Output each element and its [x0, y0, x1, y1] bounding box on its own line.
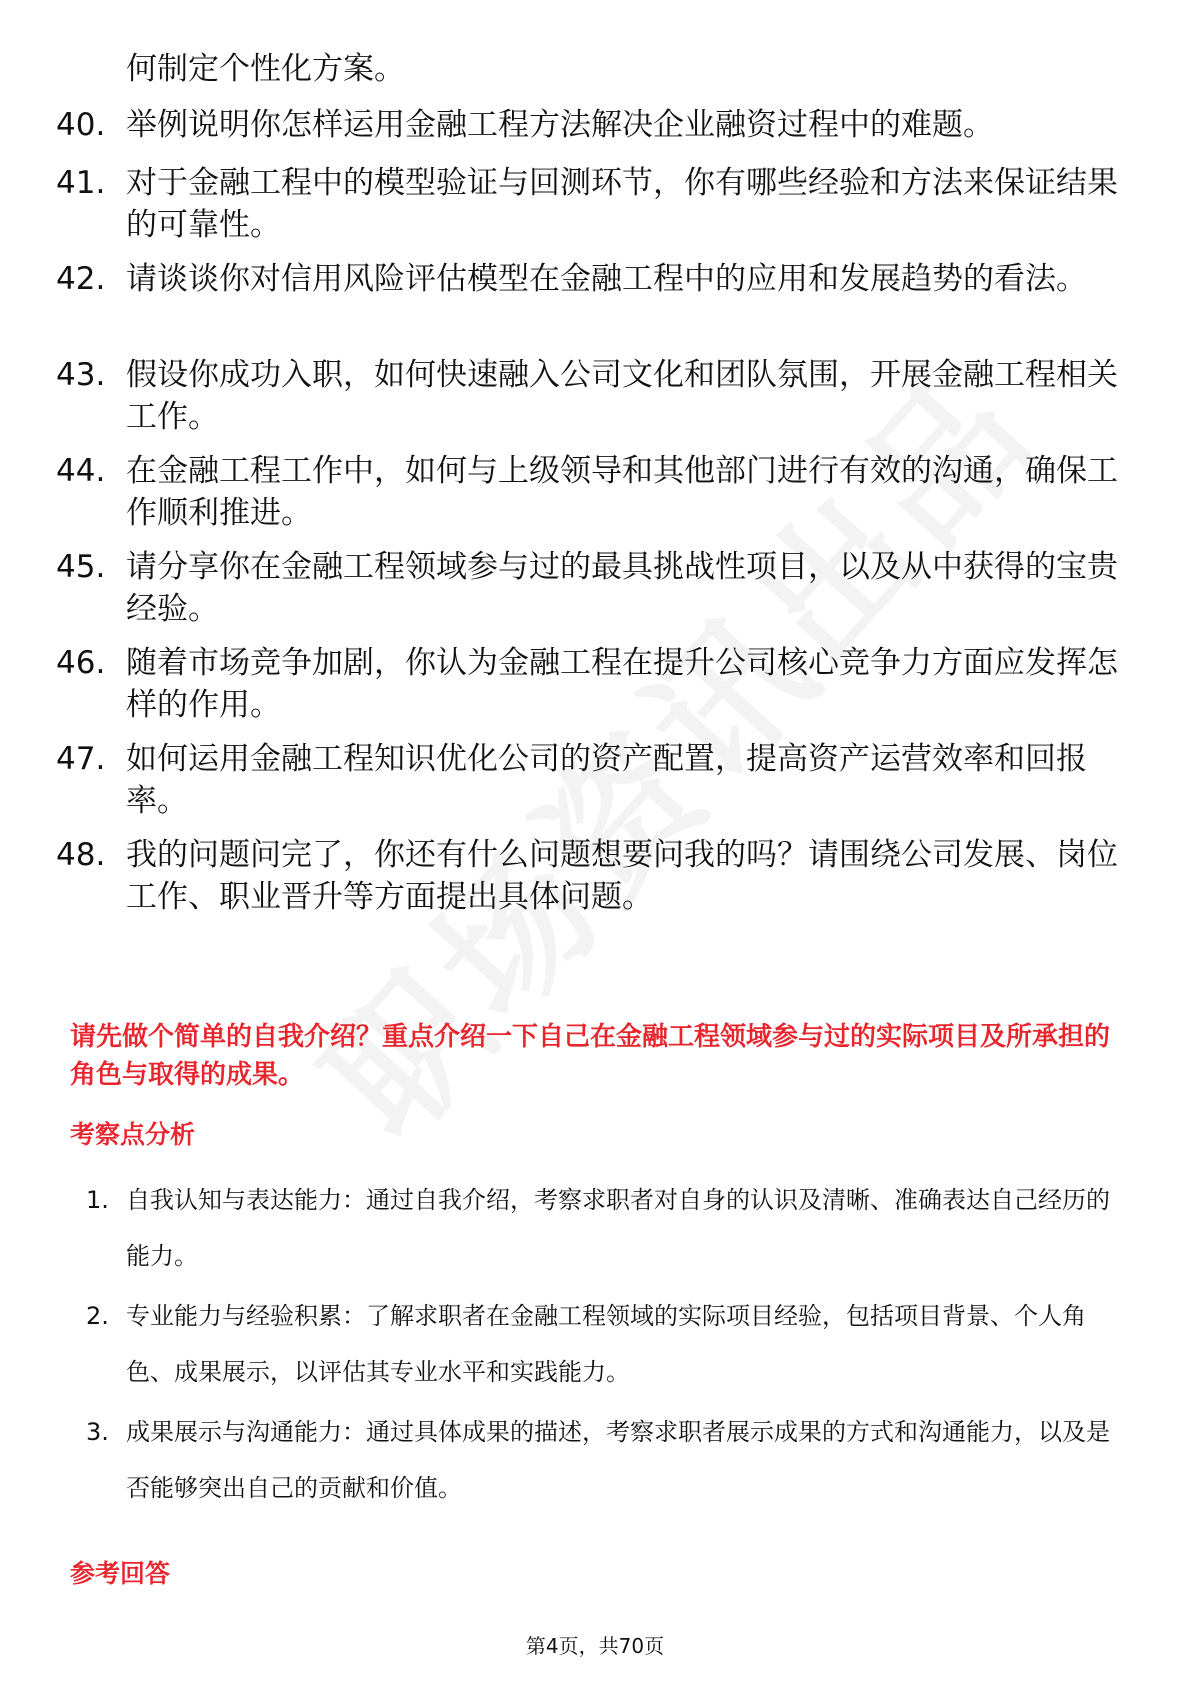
analysis-point — [86, 1404, 1130, 1516]
analysis-point — [86, 1172, 1130, 1284]
question-number: 46. — [56, 645, 106, 681]
question-item — [56, 450, 1136, 534]
question-number: 43. — [56, 357, 106, 393]
featured-question: 请先做个简单的自我介绍？重点介绍一下自己在金融工程领域参与过的实际项目及所承担的角色与取得的成果。 — [70, 1022, 1111, 1090]
analysis-heading: 考察点分析 — [70, 1120, 196, 1149]
continuation-text: 何制定个性化方案。 — [126, 51, 405, 87]
question-item — [56, 546, 1136, 630]
point-number: 2. — [86, 1302, 109, 1330]
point-number: 1. — [86, 1186, 109, 1214]
question-text: 我的问题问完了，你还有什么问题想要问我的吗？请围绕公司发展、岗位工作、职业晋升等方面提出具体问题。 — [126, 837, 1118, 915]
question-text: 假设你成功入职，如何快速融入公司文化和团队氛围，开展金融工程相关工作。 — [126, 357, 1118, 435]
question-text: 在金融工程工作中，如何与上级领导和其他部门进行有效的沟通，确保工作顺利推进。 — [126, 453, 1118, 531]
question-number: 42. — [56, 261, 106, 297]
question-text: 随着市场竞争加剧，你认为金融工程在提升公司核心竞争力方面应发挥怎样的作用。 — [126, 645, 1118, 723]
question-item — [56, 258, 1136, 300]
question-text: 举例说明你怎样运用金融工程方法解决企业融资过程中的难题。 — [126, 107, 994, 143]
question-number: 48. — [56, 837, 106, 873]
question-item — [56, 162, 1136, 246]
question-item — [56, 834, 1136, 918]
question-item — [56, 738, 1136, 822]
answer-heading: 参考回答 — [70, 1559, 171, 1588]
question-text: 对于金融工程中的模型验证与回测环节，你有哪些经验和方法来保证结果的可靠性。 — [126, 165, 1118, 243]
question-text: 请谈谈你对信用风险评估模型在金融工程中的应用和发展趋势的看法。 — [126, 261, 1087, 297]
question-item — [56, 104, 1136, 146]
question-item — [56, 642, 1136, 726]
point-text: 专业能力与经验积累：了解求职者在金融工程领域的实际项目经验，包括项目背景、个人角色、成果展示，以评估其专业水平和实践能力。 — [126, 1302, 1086, 1386]
question-text: 请分享你在金融工程领域参与过的最具挑战性项目，以及从中获得的宝贵经验。 — [126, 549, 1118, 627]
question-number: 41. — [56, 165, 106, 201]
point-text: 自我认知与表达能力：通过自我介绍，考察求职者对自身的认识及清晰、准确表达自己经历的能力。 — [126, 1186, 1110, 1270]
point-number: 3. — [86, 1418, 109, 1446]
question-text: 如何运用金融工程知识优化公司的资产配置，提高资产运营效率和回报率。 — [126, 741, 1087, 819]
analysis-point — [86, 1288, 1130, 1400]
question-number: 44. — [56, 453, 106, 489]
point-text: 成果展示与沟通能力：通过具体成果的描述，考察求职者展示成果的方式和沟通能力，以及是否能够突出自己的贡献和价值。 — [126, 1418, 1110, 1502]
question-number: 45. — [56, 549, 106, 585]
question-item — [56, 354, 1136, 438]
question-number: 40. — [56, 107, 106, 143]
question-number: 47. — [56, 741, 106, 777]
page-footer: 第4页，共70页 — [525, 1634, 665, 1658]
